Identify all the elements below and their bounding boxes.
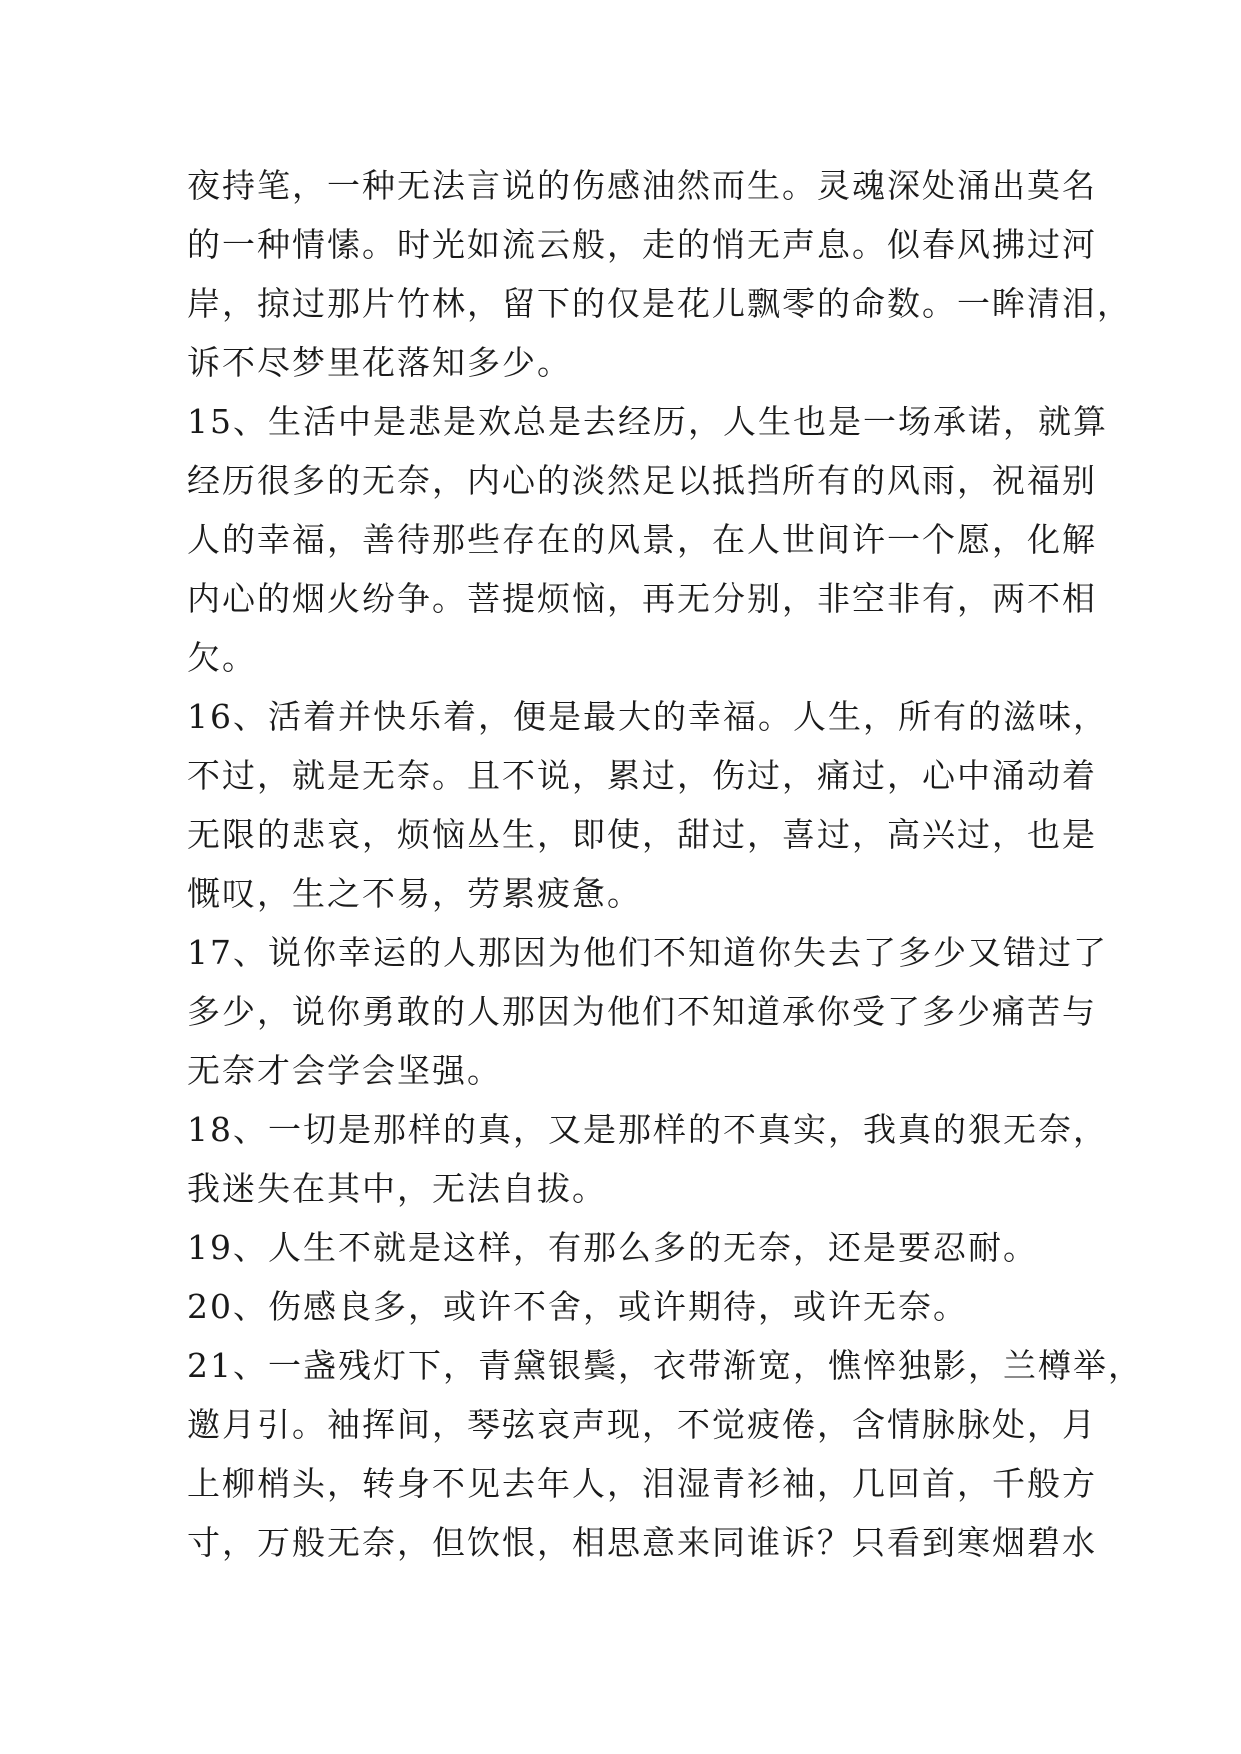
- text-line: 欠。: [187, 638, 257, 677]
- text-line: 的一种情愫。时光如流云般，走的悄无声息。似春风拂过河: [187, 225, 1097, 264]
- text-line: 18、一切是那样的真，又是那样的不真实，我真的狠无奈，: [187, 1110, 1108, 1149]
- text-line: 邀月引。袖挥间，琴弦哀声现，不觉疲倦，含情脉脉处，月: [187, 1405, 1097, 1444]
- text-line: 夜持笔，一种无法言说的伤感油然而生。灵魂深处涌出莫名: [187, 166, 1097, 205]
- text-line: 无奈才会学会坚强。: [187, 1051, 502, 1090]
- document-body: [187, 156, 1143, 1572]
- text-line: 上柳梢头，转身不见去年人，泪湿青衫袖，几回首，千般方: [187, 1464, 1097, 1503]
- text-line: 寸，万般无奈，但饮恨，相思意来同谁诉？只看到寒烟碧水: [187, 1523, 1097, 1562]
- text-line: 我迷失在其中，无法自拔。: [187, 1169, 607, 1208]
- text-line: 无限的悲哀，烦恼丛生，即使，甜过，喜过，高兴过，也是: [187, 815, 1097, 854]
- text-line: 15、生活中是悲是欢总是去经历，人生也是一场承诺，就算: [187, 402, 1108, 441]
- text-line: 16、活着并快乐着，便是最大的幸福。人生，所有的滋味，: [187, 697, 1108, 736]
- text-line: 不过，就是无奈。且不说，累过，伤过，痛过，心中涌动着: [187, 756, 1097, 795]
- text-line: 内心的烟火纷争。菩提烦恼，再无分别，非空非有，两不相: [187, 579, 1097, 618]
- text-line: 岸，掠过那片竹林，留下的仅是花儿飘零的命数。一眸清泪，: [187, 284, 1132, 323]
- text-line: 20、伤感良多，或许不舍，或许期待，或许无奈。: [187, 1287, 968, 1326]
- text-line: 慨叹，生之不易，劳累疲惫。: [187, 874, 642, 913]
- text-line: 21、一盏残灯下，青黛银鬓，衣带渐宽，憔悴独影，兰樽举，: [187, 1346, 1143, 1385]
- text-line: 17、说你幸运的人那因为他们不知道你失去了多少又错过了: [187, 933, 1108, 972]
- text-line: 人的幸福，善待那些存在的风景，在人世间许一个愿，化解: [187, 520, 1097, 559]
- text-line: 经历很多的无奈，内心的淡然足以抵挡所有的风雨，祝福别: [187, 461, 1097, 500]
- text-line: 19、人生不就是这样，有那么多的无奈，还是要忍耐。: [187, 1228, 1038, 1267]
- text-line: 诉不尽梦里花落知多少。: [187, 343, 572, 382]
- text-line: 多少，说你勇敢的人那因为他们不知道承你受了多少痛苦与: [187, 992, 1097, 1031]
